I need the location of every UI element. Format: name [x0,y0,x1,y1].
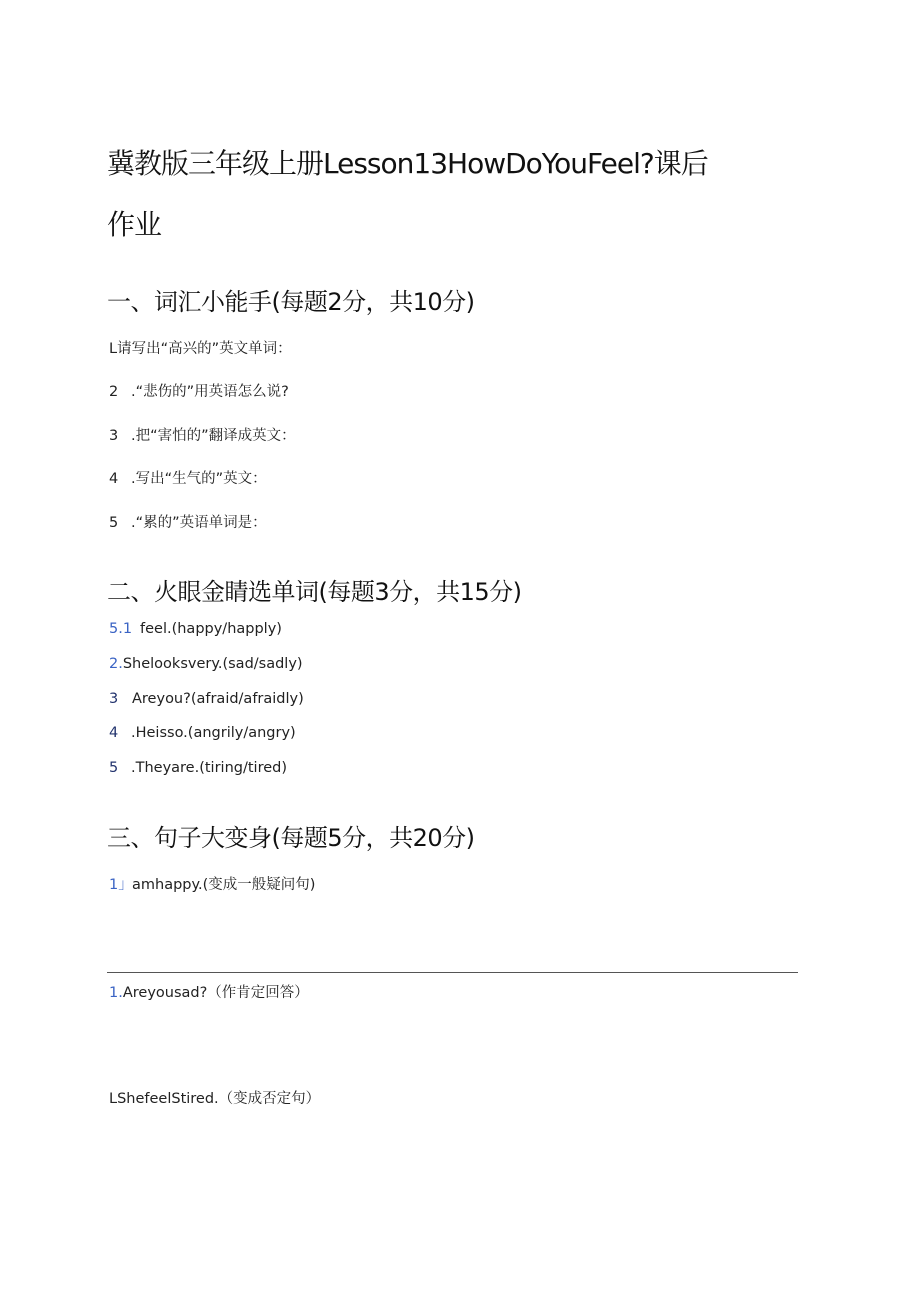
section-3-item-2 [109,981,309,1002]
item-number: 3 [109,428,119,444]
item-text: LShefeelStired.（变成否定句） [109,1091,321,1107]
document-title-line-2: 作业 [107,208,162,241]
item-number: 2 [109,384,119,400]
item-text: Areyou?(afraid/afraidly) [132,691,304,707]
section-2-item-5 [109,760,287,776]
answer-line [107,972,798,973]
section-1-item-4 [109,467,267,488]
item-number: 2. [109,656,123,672]
section-2-item-4 [109,725,296,741]
section-1-item-3 [109,424,296,445]
section-3-heading: 三、句子大变身(每题5分，共20分) [107,824,475,852]
section-1-item-5 [109,511,267,532]
item-number: 4 [109,725,119,741]
section-2-heading: 二、火眼金睛选单词(每题3分，共15分) [107,578,522,606]
item-text: amhappy.(变成一般疑问句) [132,877,316,893]
section-1-heading: 一、词汇小能手(每题2分，共10分) [107,288,475,316]
item-number: 1. [109,985,123,1001]
section-2-item-1 [109,621,282,637]
section-3-item-1 [109,873,315,894]
item-number: 1」 [109,877,133,893]
document-title-line-1: 冀教版三年级上册Lesson13HowDoYouFeel?课后 [107,147,708,180]
item-text: .Theyare.(tiring/tired) [131,760,287,776]
item-text: .把“害怕的”翻译成英文： [131,428,296,444]
item-text: .写出“生气的”英文： [131,471,267,487]
item-number: 5 [109,515,119,531]
item-text: feel.(happy/happly) [140,621,282,637]
item-number: 3 [109,691,119,707]
item-number: 4 [109,471,119,487]
section-2-item-3 [109,691,304,707]
item-text: L请写出“高兴的”英文单词： [109,341,292,357]
section-3-item-3 [109,1087,320,1108]
section-1-item-1 [109,337,292,358]
item-text: Areyousad?（作肯定回答） [122,985,309,1001]
item-text: .“累的”英语单词是： [131,515,267,531]
item-number: 5 [109,760,119,776]
item-text: Shelooksvery.(sad/sadly) [122,656,303,672]
item-text: .“悲伤的”用英语怎么说? [131,384,289,400]
section-2-item-2 [109,656,303,672]
section-1-item-2 [109,380,289,401]
item-number: 5.1 [109,621,133,637]
item-text: .Heisso.(angrily/angry) [131,725,296,741]
